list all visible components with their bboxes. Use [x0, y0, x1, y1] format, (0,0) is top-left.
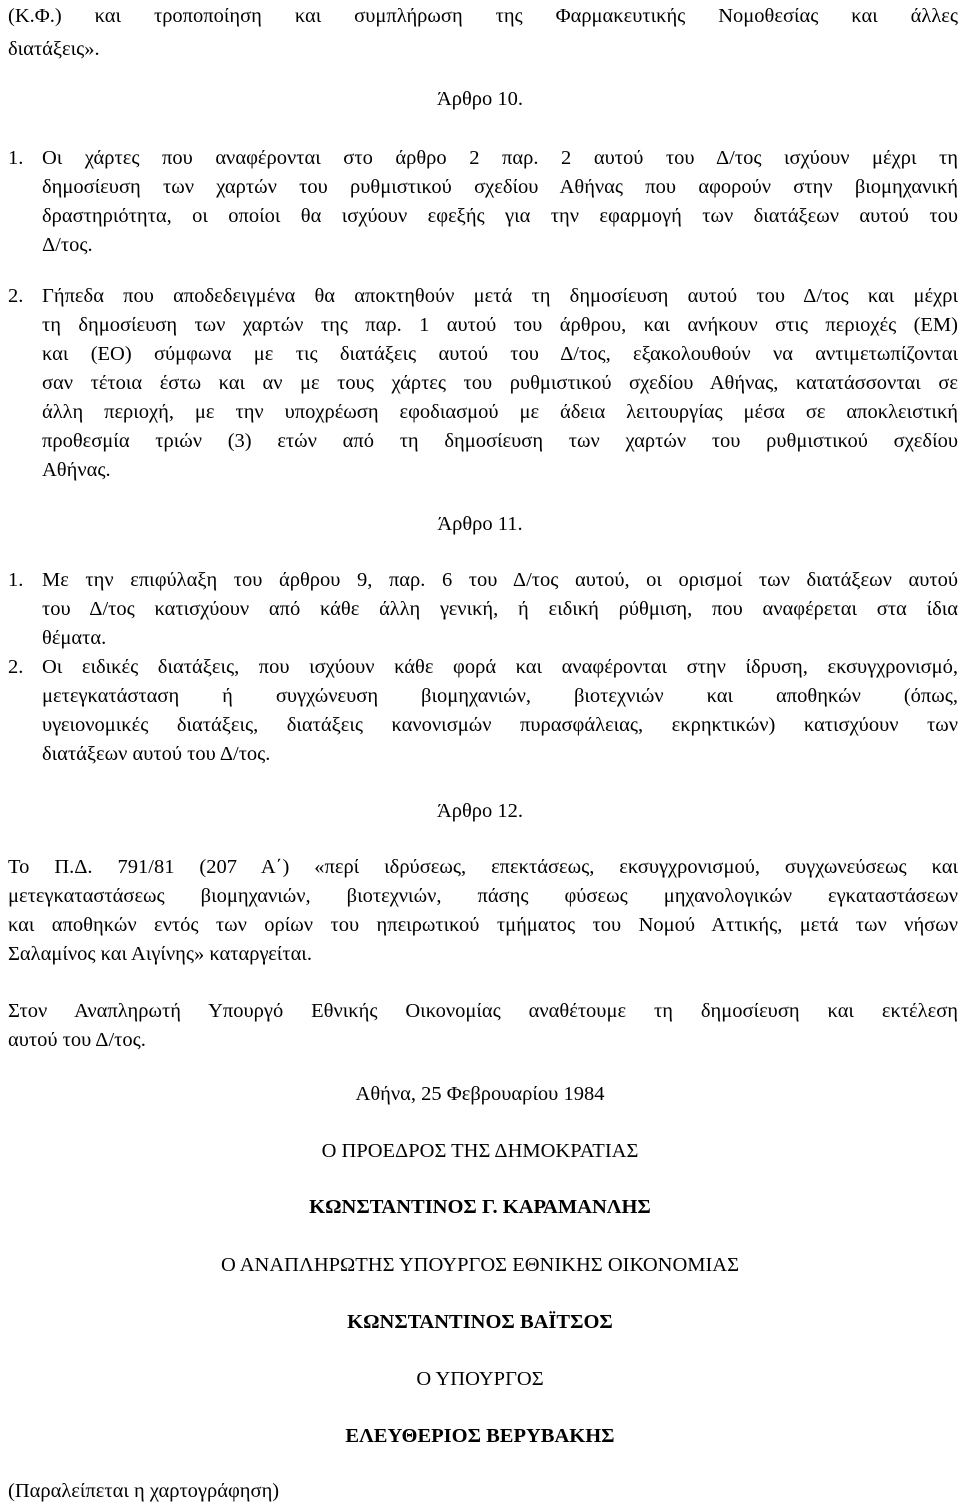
article-11-p1-line-3: θέματα.: [42, 627, 107, 649]
article-10-p2-line-4: σαν τέτοια έστω και αν με τους χάρτες του ρυθμιστικού σχεδίου Αθήνας, κατατάσσονται σε: [42, 372, 958, 394]
article-10-p2-line-3: και (ΕΟ) σύμφωνα με τις διατάξεις αυτού του Δ/τος, εξακολουθούν να αντιμετωπίζονται: [42, 343, 958, 365]
article-11-p2-number: 2.: [8, 656, 24, 678]
article-10-p1-line-4: Δ/τος.: [42, 234, 93, 256]
intro-line-1: (Κ.Φ.) και τροποποίηση και συμπλήρωση της Φαρμακευτικής Νομοθεσίας και άλλες: [8, 5, 958, 27]
article-10-p1-line-3: δραστηριότητα, οι οποίοι θα ισχύουν εφεξής για την εφαρμογή των διατάξεων αυτού του: [42, 205, 958, 227]
article-10-p2-line-7: Αθήνας.: [42, 459, 111, 481]
execution-line-1: Στον Αναπληρωτή Υπουργό Εθνικής Οικονομίας αναθέτουμε τη δημοσίευση και εκτέλεση: [8, 1000, 958, 1022]
article-10-p2-line-6: προθεσμία τριών (3) ετών από τη δημοσίευση των χαρτών του ρυθμιστικού σχεδίου: [42, 430, 958, 452]
article-10-p2-line-1: Γήπεδα που αποδεδειγμένα θα αποκτηθούν μετά τη δημοσίευση αυτού του Δ/τος και μέχρι: [42, 285, 958, 307]
president-name: ΚΩΝΣΤΑΝΤΙΝΟΣ Γ. ΚΑΡΑΜΑΝΛΗΣ: [309, 1196, 651, 1218]
article-11-p1-number: 1.: [8, 569, 24, 591]
place-and-date: Αθήνα, 25 Φεβρουαρίου 1984: [355, 1083, 605, 1105]
article-11-p1-line-1: Με την επιφύλαξη του άρθρου 9, παρ. 6 του Δ/τος αυτού, οι ορισμοί των διατάξεων αυτού: [42, 569, 958, 591]
article-12-line-4: Σαλαμίνος και Αιγίνης» καταργείται.: [8, 943, 312, 965]
article-10-p2-number: 2.: [8, 285, 24, 307]
article-11-heading: Άρθρο 11.: [437, 513, 523, 535]
article-10-p1-number: 1.: [8, 147, 24, 169]
minister-title: Ο ΥΠΟΥΡΓΟΣ: [416, 1368, 544, 1390]
article-10-p2-line-2: τη δημοσίευση των χαρτών της παρ. 1 αυτού του άρθρου, και ανήκουν στις περιοχές (ΕΜ): [42, 314, 958, 336]
footer-note: (Παραλείπεται η χαρτογράφηση): [8, 1480, 280, 1502]
article-12-heading: Άρθρο 12.: [436, 800, 524, 822]
deputy-minister-title: Ο ΑΝΑΠΛΗΡΩΤΗΣ ΥΠΟΥΡΓΟΣ ΕΘΝΙΚΗΣ ΟΙΚΟΝΟΜΙΑΣ: [220, 1254, 740, 1276]
article-12-line-2: μετεγκαταστάσεως βιομηχανιών, βιοτεχνιών, πάσης φύσεως μηχανολογικών εγκαταστάσεων: [8, 885, 958, 907]
intro-line-2: διατάξεις».: [8, 38, 100, 60]
article-12-line-1: Το Π.Δ. 791/81 (207 Α΄) «περί ιδρύσεως, επεκτάσεως, εκσυγχρονισμού, συγχωνεύσεως και: [8, 856, 958, 878]
article-11-p2-line-3: υγειονομικές διατάξεις, διατάξεις κανονισμών πυρασφάλειας, εκρηκτικών) κατισχύουν των: [42, 714, 958, 736]
article-10-p2-line-5: άλλη περιοχή, με την υποχρέωση εφοδιασμού με άδεια λειτουργίας μέσα σε αποκλειστική: [42, 401, 958, 423]
execution-line-2: αυτού του Δ/τος.: [8, 1029, 146, 1051]
article-10-p1-line-1: Οι χάρτες που αναφέρονται στο άρθρο 2 παρ. 2 αυτού του Δ/τος ισχύουν μέχρι τη: [42, 147, 958, 169]
article-11-p1-line-2: του Δ/τος κατισχύουν από κάθε άλλη γενική, ή ειδική ρύθμιση, που αναφέρεται στα ίδια: [42, 598, 958, 620]
article-11-p2-line-4: διατάξεων αυτού του Δ/τος.: [42, 743, 271, 765]
article-12-line-3: και αποθηκών εντός των ορίων του ηπειρωτικού τμήματος του Νομού Αττικής, μετά των νήσων: [8, 914, 958, 936]
article-10-heading: Άρθρο 10.: [436, 88, 524, 110]
article-11-p2-line-1: Οι ειδικές διατάξεις, που ισχύουν κάθε φορά και αναφέρονται στην ίδρυση, εκσυγχρονισμό,: [42, 656, 958, 678]
article-11-p2-line-2: μετεγκατάσταση ή συγχώνευση βιομηχανιών, βιοτεχνιών και αποθηκών (όπως,: [42, 685, 958, 707]
deputy-minister-name: ΚΩΝΣΤΑΝΤΙΝΟΣ ΒΑΪΤΣΟΣ: [347, 1311, 613, 1333]
article-10-p1-line-2: δημοσίευση των χαρτών του ρυθμιστικού σχεδίου Αθήνας που αφορούν στην βιομηχανική: [42, 176, 958, 198]
minister-name: ΕΛΕΥΘΕΡΙΟΣ ΒΕΡΥΒΑΚΗΣ: [345, 1425, 615, 1447]
president-title: Ο ΠΡΟΕΔΡΟΣ ΤΗΣ ΔΗΜΟΚΡΑΤΙΑΣ: [321, 1140, 639, 1162]
